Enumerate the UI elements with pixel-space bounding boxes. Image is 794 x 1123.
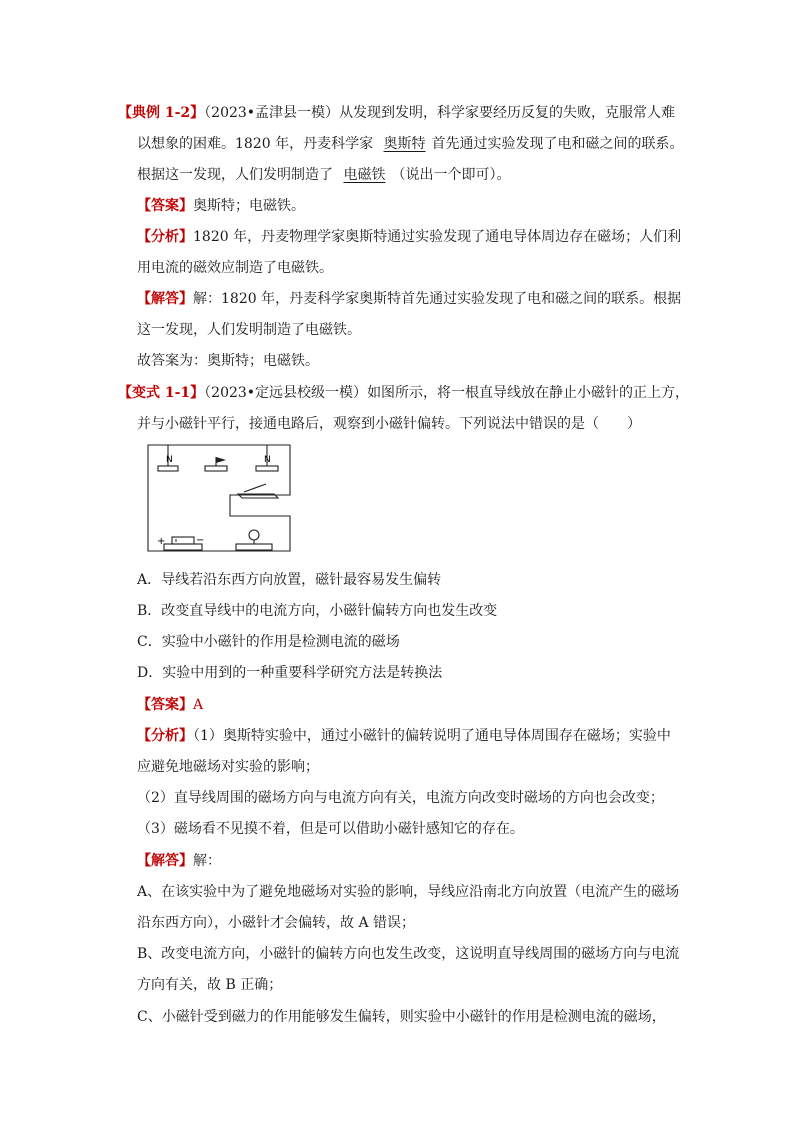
option-b: B．改变直导线中的电流方向，小磁针偏转方向也发生改变: [137, 603, 498, 619]
magnet-left: [158, 466, 178, 471]
example-analysis-line-2: 用电流的磁效应制造了电磁铁。: [137, 260, 333, 276]
battery-body: [172, 537, 194, 544]
variant-solution-line-2: 沿东西方向），小磁针才会偏转，故 A 错误；: [137, 915, 416, 931]
example-answer-text: 奥斯特；电磁铁。: [193, 198, 305, 214]
variant-question-line-1: [118, 383, 689, 403]
variant-answer: [137, 695, 203, 715]
example-answer-tag: 【答案】: [137, 198, 193, 214]
variant-solution-tag: 【解答】: [137, 853, 193, 869]
label-n-left: N: [166, 455, 173, 465]
example-question-line-1: [118, 103, 675, 123]
variant-solution-line-4: 方向有关，故 B 正确；: [137, 977, 283, 993]
example-stem-2a: 以想象的困难。1820 年，丹麦科学家: [137, 136, 374, 152]
variant-analysis-line-3: （2）直导线周围的磁场方向与电流方向有关，电流方向改变时磁场的方向也会改变；: [137, 790, 664, 806]
example-analysis-1: 1820 年，丹麦物理学家奥斯特通过实验发现了通电导体周边存在磁场；人们利: [193, 229, 682, 245]
compass-needle-icon: [216, 457, 226, 463]
example-answer: [137, 196, 305, 216]
option-d: D．实验中用到的一种重要科学研究方法是转换法: [137, 665, 443, 681]
circuit-diagram: [140, 440, 295, 556]
variant-stem-1: 如图所示，将一根直导线放在静止小磁针的正上方，: [367, 385, 690, 401]
example-question-line-3: [137, 165, 510, 185]
variant-question-line-2: 并与小磁针平行，接通电路后，观察到小磁针偏转。下列说法中错误的是（ ）: [137, 416, 641, 432]
label-plus: +: [157, 536, 166, 547]
label-minus: −: [196, 535, 205, 546]
example-stem-1: 从发现到发明，科学家要经历反复的失败，克服常人难: [339, 105, 676, 121]
variant-solution-line-3: B、改变电流方向，小磁针的偏转方向也发生改变，这说明直导线周围的磁场方向与电流: [137, 946, 680, 962]
example-blank-1: 奥斯特: [383, 136, 426, 152]
magnet-right: [256, 466, 278, 471]
example-source: （2023•孟津县一模）: [204, 105, 340, 121]
variant-solution-line-5: C、小磁针受到磁力的作用能够发生偏转，则实验中小磁针的作用是检测电流的磁场，: [137, 1009, 666, 1025]
example-solution-1: 解：1820 年，丹麦科学家奥斯特首先通过实验发现了电和磁之间的联系。根据: [193, 291, 682, 307]
example-stem-3b: （说出一个即可）。: [391, 167, 511, 183]
example-solution-line-3: 故答案为：奥斯特；电磁铁。: [137, 353, 319, 369]
bulb-base: [236, 544, 272, 550]
example-solution-line-1: [137, 289, 681, 309]
example-stem-3a: 根据这一发现，人们发明制造了: [137, 167, 333, 183]
example-analysis-line-1: [137, 227, 681, 247]
variant-analysis-line-2: 应避免地磁场对实验的影响；: [137, 759, 319, 775]
variant-answer-text: A: [193, 697, 204, 713]
example-tag: 【典例 1-2】: [118, 105, 205, 121]
variant-analysis-tag: 【分析】: [137, 728, 193, 744]
label-n-right: N: [264, 455, 271, 465]
variant-answer-tag: 【答案】: [137, 697, 193, 713]
example-blank-2: 电磁铁: [343, 167, 386, 183]
needle-stand: [205, 466, 227, 471]
example-solution-line-2: 这一发现，人们发明制造了电磁铁。: [137, 322, 361, 338]
variant-analysis-line-4: （3）磁场看不见摸不着，但是可以借助小磁针感知它的存在。: [137, 821, 524, 837]
variant-solution-head-text: 解：: [193, 853, 221, 869]
variant-analysis-line-1: [137, 726, 671, 746]
switch-lever: [244, 484, 266, 492]
example-solution-tag: 【解答】: [137, 291, 193, 307]
example-stem-2b: 首先通过实验发现了电和磁之间的联系。: [431, 136, 684, 152]
option-c: C．实验中小磁针的作用是检测电流的磁场: [137, 634, 400, 650]
variant-solution-line-1: A、在该实验中为了避免地磁场对实验的影响，导线应沿南北方向放置（电流产生的磁场: [137, 884, 680, 900]
variant-tag: 【变式 1-1】: [118, 385, 205, 401]
variant-analysis-1: （1）奥斯特实验中，通过小磁针的偏转说明了通电导体周围存在磁场；实验中: [193, 728, 671, 744]
example-question-line-2: [137, 134, 684, 154]
bulb-glass: [249, 530, 259, 540]
option-a: A．导线若沿东西方向放置，磁针最容易发生偏转: [137, 572, 442, 588]
variant-solution-head: [137, 851, 221, 871]
variant-source: （2023•定远县校级一模）: [204, 385, 368, 401]
example-analysis-tag: 【分析】: [137, 229, 193, 245]
